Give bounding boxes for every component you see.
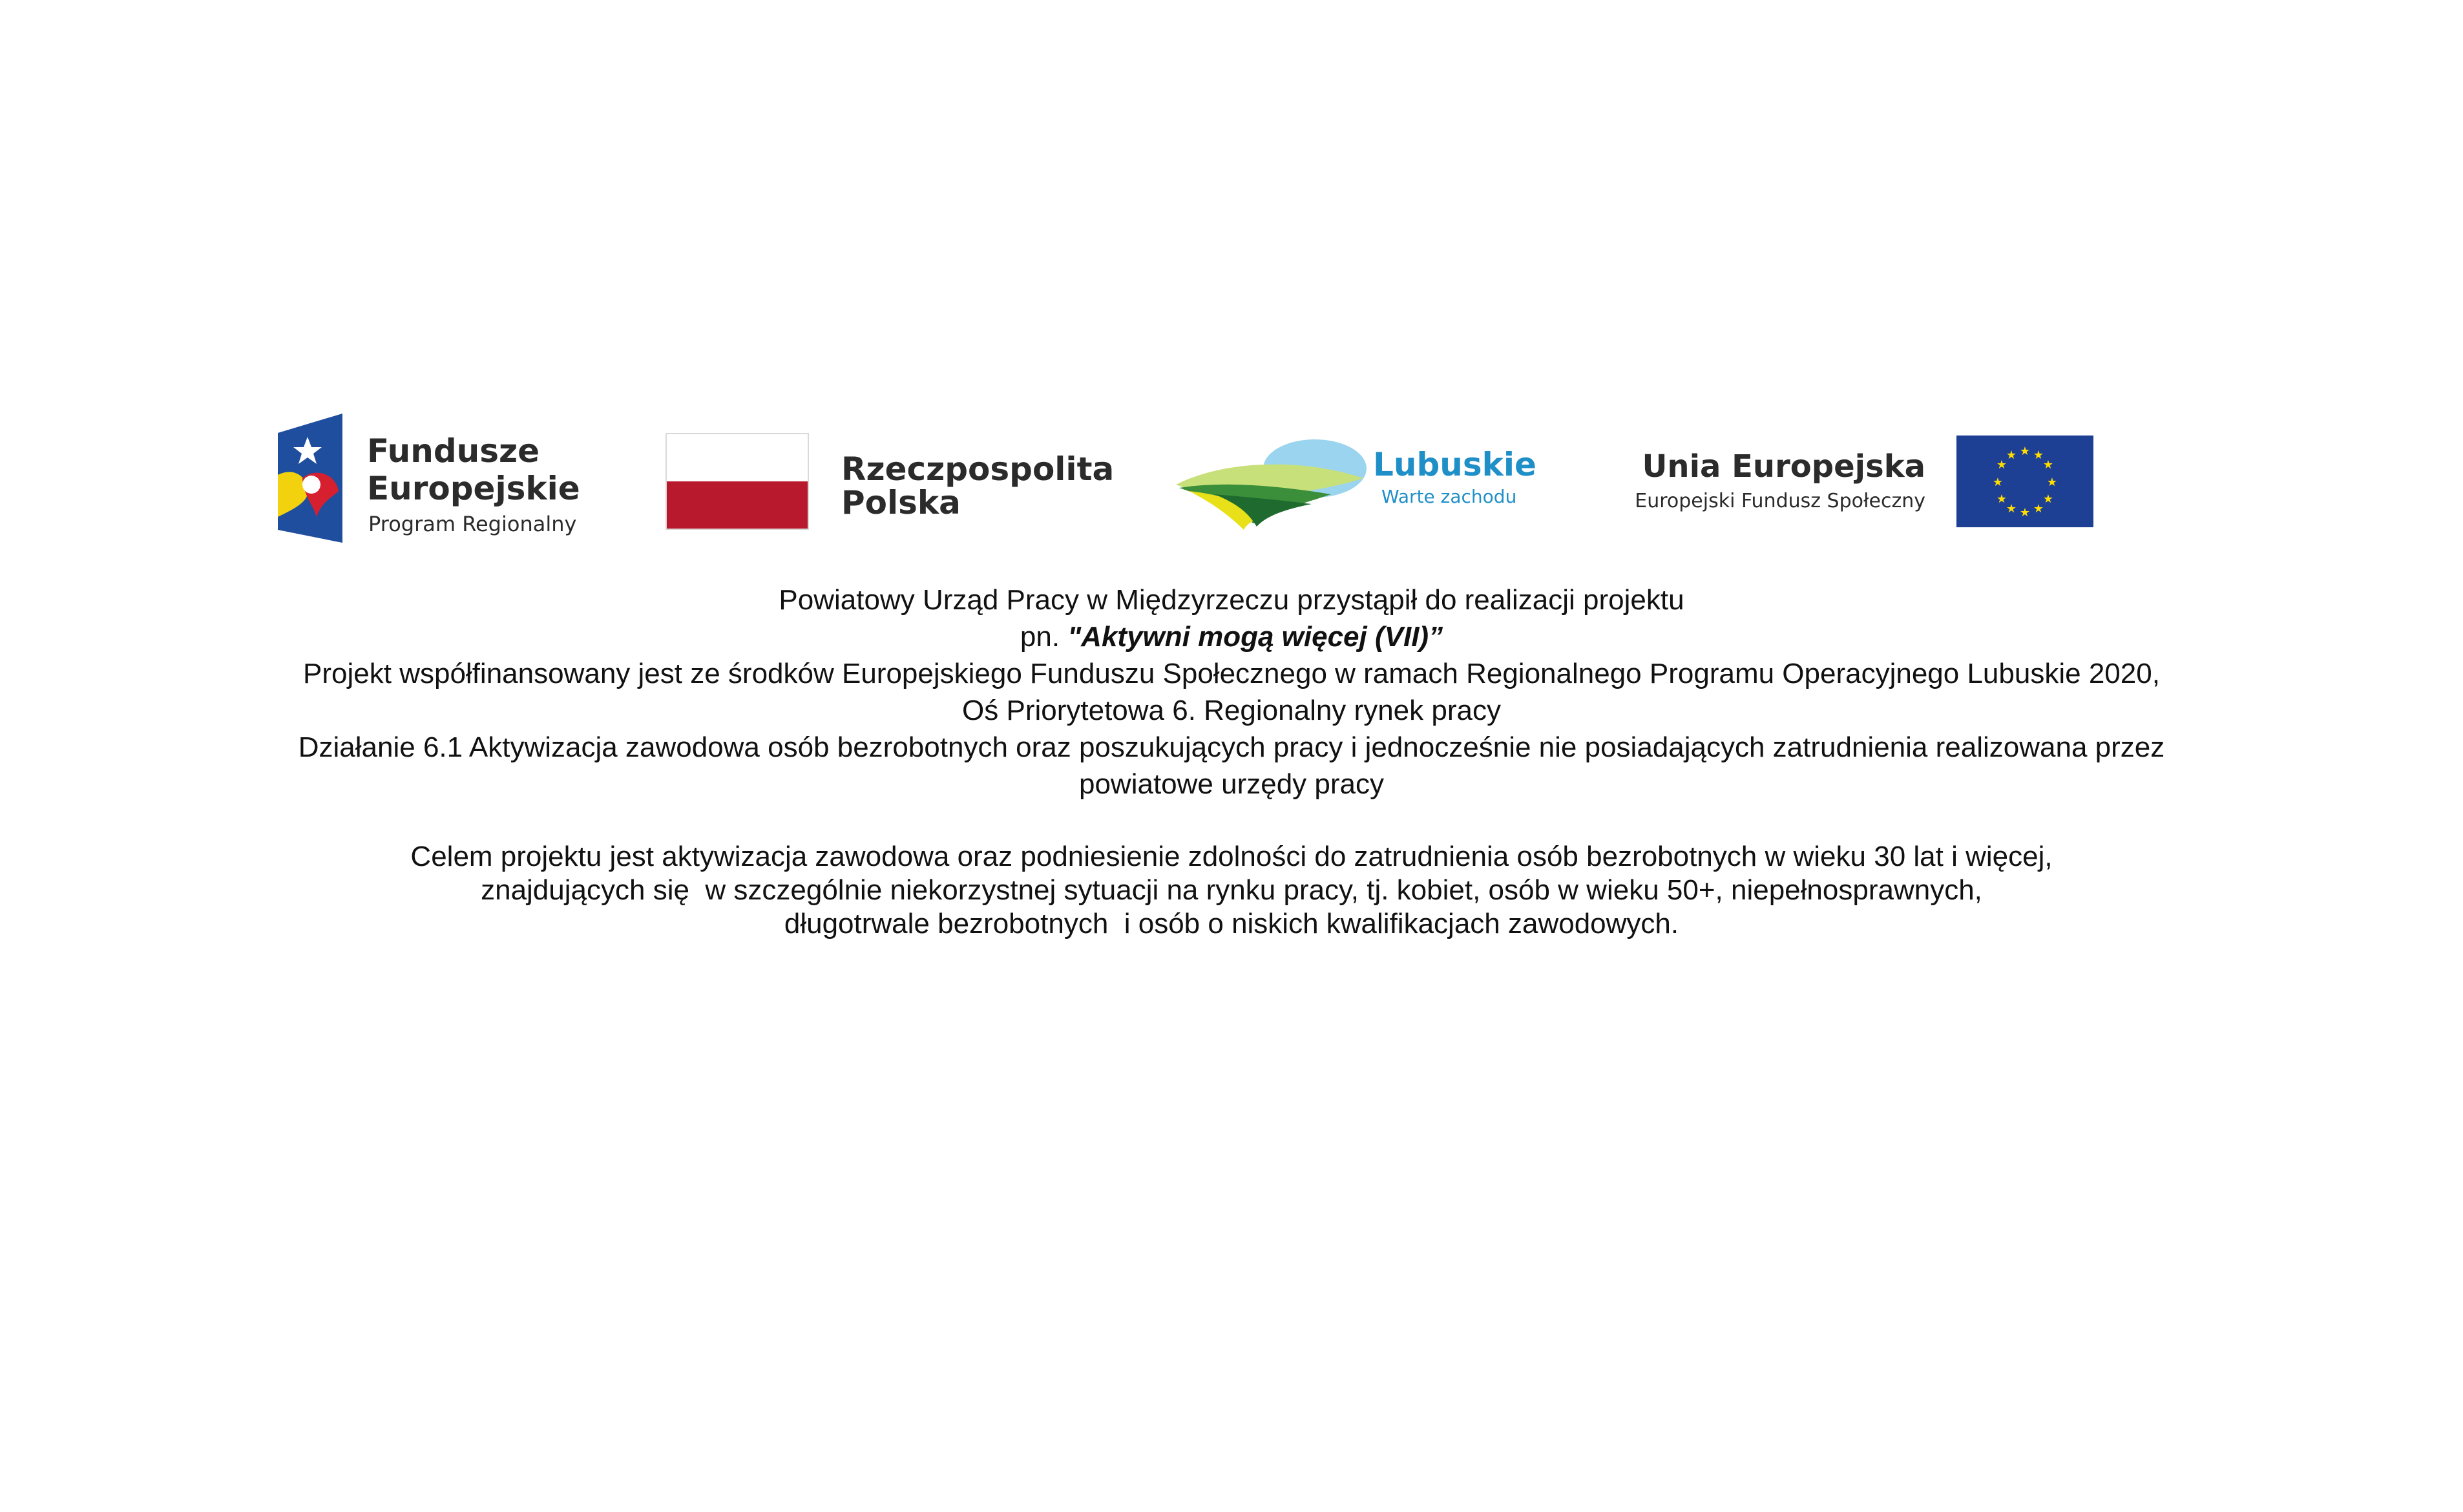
svg-text:★: ★ <box>2006 448 2017 462</box>
svg-text:★: ★ <box>1996 458 2007 472</box>
goal-line1: Celem projektu jest aktywizacja zawodowa oraz podniesienie zdolności do zatrudnienia osób bezrobotnych w wieku 30 lat i więcej, <box>410 841 2053 872</box>
fundusze-line1: Fundusze <box>367 432 540 470</box>
svg-text:★: ★ <box>1992 476 2004 489</box>
intro-line5: Działanie 6.1 Aktywizacja zawodowa osób bezrobotnych oraz poszukujących pracy i jednocześnie nie posiadających zatrudnienia realizowana przez <box>298 731 2165 763</box>
svg-text:★: ★ <box>2033 502 2044 516</box>
svg-text:★: ★ <box>2019 445 2031 458</box>
svg-text:★: ★ <box>2033 448 2044 462</box>
svg-text:★: ★ <box>2042 492 2054 506</box>
goal-line2: znajdujących się w szczególnie niekorzystnej sytuacji na rynku pracy, tj. kobiet, osób w wieku 50+, niepełnosprawnych, <box>481 874 1982 906</box>
unia-europejska-logo <box>1615 433 2093 530</box>
project-goal <box>0 840 2463 941</box>
unia-line1: Unia Europejska <box>1642 448 1925 485</box>
project-name: "Aktywni mogą więcej (VII)” <box>1067 621 1443 653</box>
fundusze-europejskie-emblem-icon <box>271 414 349 543</box>
fundusze-line3: Program Regionalny <box>368 512 577 536</box>
svg-text:★: ★ <box>2042 458 2054 472</box>
intro-line1: Powiatowy Urząd Pracy w Międzyrzeczu przystąpił do realizacji projektu <box>779 584 1684 616</box>
lubuskie-tagline: Warte zachodu <box>1381 486 1517 507</box>
fundusze-europejskie-logo <box>271 414 607 543</box>
svg-text:★: ★ <box>1996 492 2007 506</box>
lubuskie-landscape-icon <box>1176 433 1370 536</box>
intro-line3: Projekt współfinansowany jest ze środków Europejskiego Funduszu Społecznego w ramach Regionalnego Programu Operacyjnego Lubuskie 2020, <box>303 658 2160 689</box>
lubuskie-name: Lubuskie <box>1373 446 1536 483</box>
fundusze-line2: Europejskie <box>367 470 580 507</box>
intro-line6: powiatowe urzędy pracy <box>1078 768 1384 800</box>
lubuskie-logo <box>1176 433 1538 536</box>
svg-text:★: ★ <box>2019 506 2031 520</box>
project-intro <box>0 582 2463 803</box>
rzeczpospolita-line2: Polska <box>841 484 961 521</box>
svg-text:★: ★ <box>2006 502 2017 516</box>
eu-flag-icon <box>1956 436 2093 527</box>
svg-text:★: ★ <box>2046 476 2058 489</box>
intro-line4: Oś Priorytetowa 6. Regionalny rynek pracy <box>962 695 1501 726</box>
logo-bar <box>0 0 2463 556</box>
rzeczpospolita-line1: Rzeczpospolita <box>841 450 1115 488</box>
intro-line2 <box>0 618 2463 655</box>
rzeczpospolita-polska-logo <box>666 433 1115 536</box>
unia-line2: Europejski Fundusz Społeczny <box>1635 490 1925 512</box>
intro-prefix: pn. <box>1020 621 1068 653</box>
goal-line3: długotrwale bezrobotnych i osób o niskich kwalifikacjach zawodowych. <box>784 908 1679 940</box>
polish-flag-icon <box>666 433 809 530</box>
